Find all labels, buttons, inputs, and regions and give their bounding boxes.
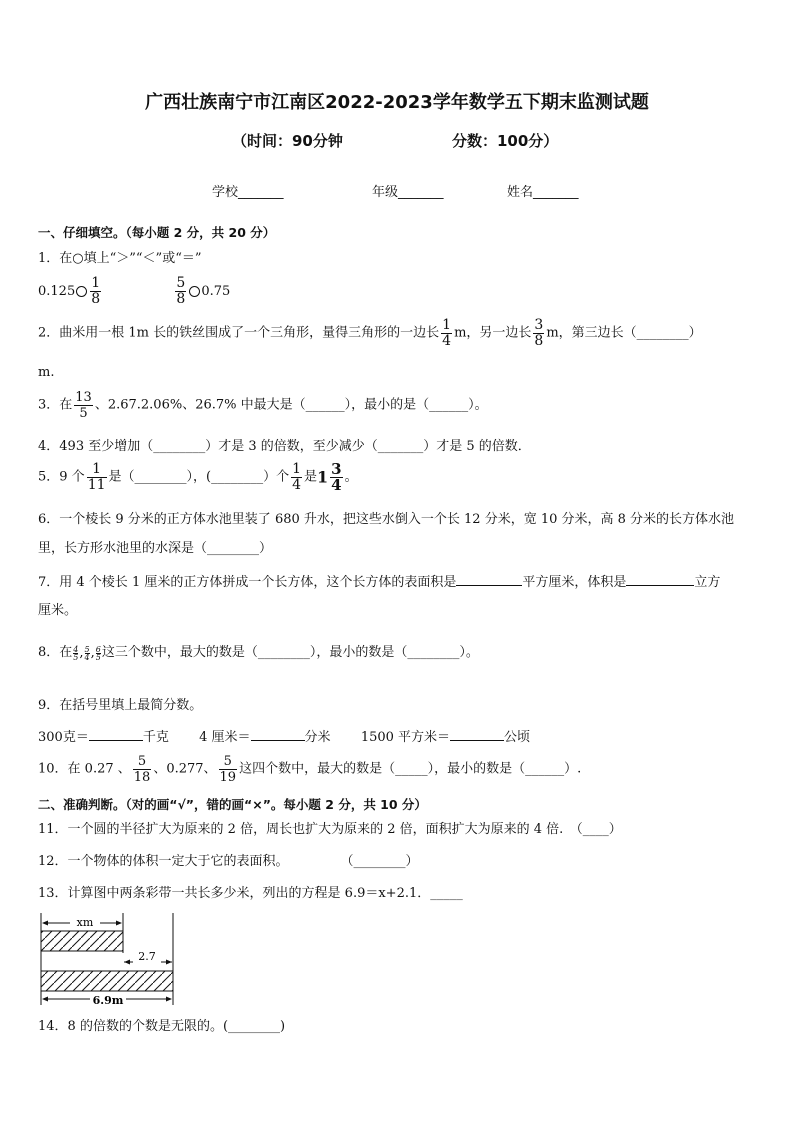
score-label: 分数：100分）: [452, 132, 559, 150]
question-6-line-2: 里，长方形水池里的水深是（________）: [38, 541, 273, 556]
q10-fraction-1: $\frac{5}{18}$: [133, 754, 151, 785]
exam-title: 广西壮族南宁市江南区2022-2023学年数学五下期末监测试题: [145, 92, 649, 113]
x-length-label: xm: [76, 916, 94, 929]
question-2: 2．曲米用一根 1m 长的铁丝围成了一个三角形，量得三角形的一边长 $\frac{1}{4}$ m，另一边长 $\frac{3}{8}$ m，第三边长（________）: [38, 317, 702, 349]
question-8: 8．在 $\frac{4}{5}$ , $\frac{5}{4}$ , $\frac{6}{5}$ 这三个数中，最大的数是（________），最小的数是（________）。: [38, 644, 479, 662]
question-9-items: 300克＝ 千克 4 厘米＝ 分米 1500 平方米＝ 公顷: [38, 730, 531, 745]
question-3: 3．在 $\frac{13}{5}$ 、2.67.2.06%、26.7% 中最大是（______），最小的是（______）。: [38, 390, 488, 421]
arrow-left-icon: [42, 997, 48, 1002]
question-1-items: [38, 276, 230, 316]
arrow-right-icon: [116, 921, 122, 926]
question-11: 11．一个圆的半径扩大为原来的 2 倍，周长也扩大为原来的 2 倍，面积扩大为原来的 4 倍. （____）: [38, 822, 622, 837]
q5-mixed-fraction: $\frac{3}{4}$: [331, 460, 342, 494]
compare-circle[interactable]: [76, 286, 87, 297]
q1-a-fraction: $\frac{1}{8}$: [91, 275, 101, 307]
question-14: 14．8 的倍数的个数是无限的。(________): [38, 1019, 286, 1034]
section-2-heading: 二、准确判断。（对的画“√”，错的画“×”。每小题 2 分，共 10 分）: [38, 797, 427, 812]
time-label: （时间：90分钟: [232, 132, 343, 150]
name-field: 姓名_______: [507, 185, 579, 200]
question-12: 12．一个物体的体积一定大于它的表面积。 （________）: [38, 854, 419, 869]
q5-fraction-1: $\frac{1}{11}$: [87, 461, 106, 493]
q2-fraction-1: $\frac{1}{4}$: [442, 317, 452, 349]
q2-fraction-2: $\frac{3}{8}$: [534, 317, 544, 349]
answer-blank[interactable]: [450, 728, 504, 741]
q5-fraction-2: $\frac{1}{4}$: [292, 461, 302, 493]
q8-fraction-1: $\frac{4}{5}$: [73, 644, 79, 662]
q8-fraction-2: $\frac{5}{4}$: [84, 644, 90, 662]
q8-fraction-3: $\frac{6}{5}$: [95, 644, 101, 662]
total-length-label: 6.9m: [92, 994, 124, 1007]
answer-blank[interactable]: [89, 728, 143, 741]
question-10: 10．在 0.27 、 $\frac{5}{18}$ 、0.277、 $\frac{5}{19}$ 这四个数中，最大的数是（_____），最小的数是（______）.: [38, 754, 582, 785]
arrow-right-icon: [166, 997, 172, 1002]
ribbon-1: [41, 931, 123, 951]
question-4: 4．493 至少增加（________）才是 3 的倍数，至少减少（_______）才是 5 的倍数．: [38, 439, 531, 454]
section-1-heading: 一、仔细填空。（每小题 2 分，共 20 分）: [38, 225, 276, 240]
grade-field: 年级_______: [372, 185, 444, 200]
question-7-line-2: 厘米。: [38, 603, 78, 618]
school-field: 学校_______: [212, 185, 284, 200]
compare-circle[interactable]: [189, 286, 200, 297]
ribbon-2: [41, 971, 173, 991]
arrow-right-icon: [166, 960, 172, 965]
question-5: 5．9 个 $\frac{1}{11}$ 是（________），(________）个 $\frac{1}{4}$ 是1 $\frac{3}{4}$ 。: [38, 460, 358, 494]
q10-fraction-2: $\frac{5}{19}$: [219, 754, 237, 785]
q1-b-fraction: $\frac{5}{8}$: [176, 275, 186, 307]
question-9: 9．在括号里填上最简分数。: [38, 698, 203, 713]
q1-a-left: 0.125: [38, 283, 76, 299]
q3-fraction: $\frac{13}{5}$: [75, 390, 92, 421]
arrow-left-icon: [124, 960, 130, 965]
question-13: 13．计算图中两条彩带一共长多少米，列出的方程是 6.9＝x+2.1．_____: [38, 886, 463, 901]
arrow-left-icon: [42, 921, 48, 926]
answer-blank[interactable]: [626, 573, 694, 586]
answer-blank[interactable]: [456, 573, 522, 586]
question-1: 1．在○填上“＞”“＜”或“＝”: [38, 251, 202, 266]
question-6-line-1: 6．一个棱长 9 分米的正方体水池里装了 680 升水，把这些水倒入一个长 12 分米，宽 10 分米，高 8 分米的长方体水池: [38, 512, 735, 527]
q1-b-right: 0.75: [201, 283, 231, 299]
overlap-length-label: 2.7: [138, 950, 156, 963]
question-7-line-1: 7．用 4 个棱长 1 厘米的正方体拼成一个长方体，这个长方体的表面积是 平方厘米，体积是 立方: [38, 575, 721, 590]
answer-blank[interactable]: [251, 728, 305, 741]
question-2-unit: m.: [38, 365, 55, 380]
ribbon-diagram: [36, 911, 186, 1007]
